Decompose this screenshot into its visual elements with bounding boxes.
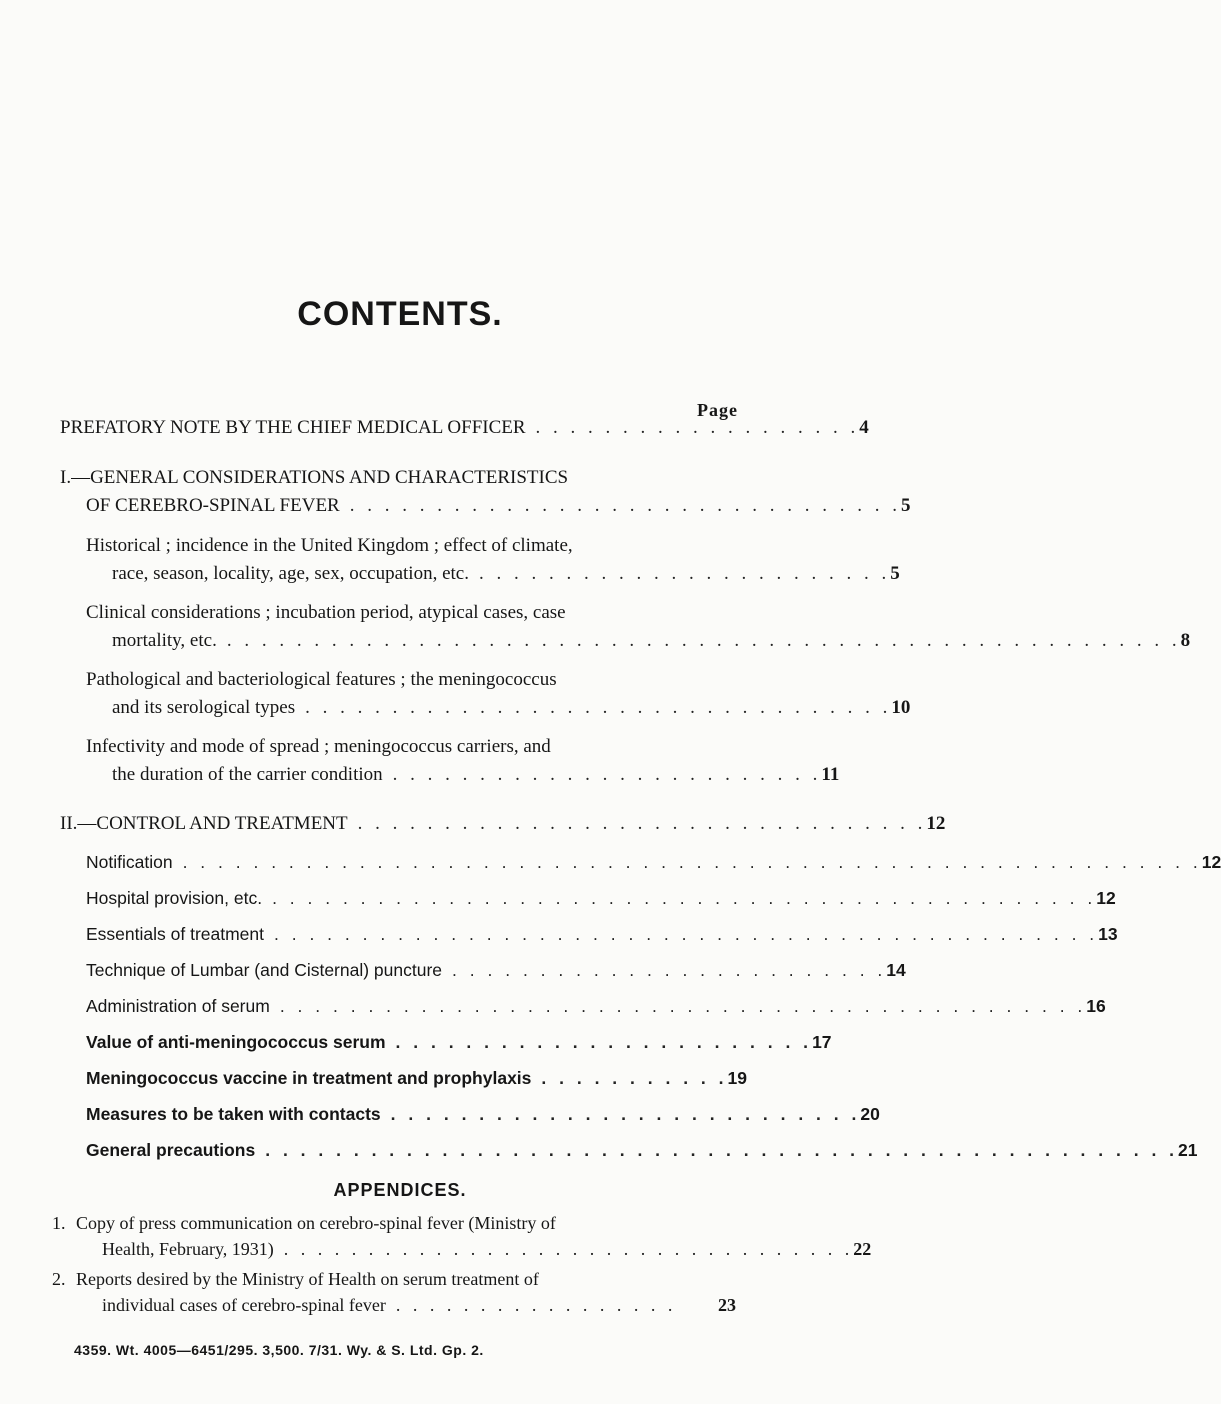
entry-text-cont: Health, February, 1931) [102,1239,274,1259]
dot-leader: . . . . . . . . . . . . . . . . . . . . . . . . . . . [390,1104,861,1124]
page-number: 5 [900,495,911,516]
dot-leader: . . . . . . . . . . . . . . . . . . . . . . . . . . . . . . . . . . . . . . . . . . . . . . . . . . . . . . . [226,630,1181,651]
entry-text: Historical ; incidence in the United Kingdom ; effect of climate, [86,535,573,556]
page-number: 12 [1201,852,1221,872]
page-number: 12 [926,813,946,834]
toc-entry[interactable] [86,992,1106,1020]
entry-text: Meningococcus vaccine in treatment and prophylaxis [86,1068,532,1088]
dot-leader: . . . . . . . . . . . . . . . . . . . . . . . . . . . . . . . . . . . . . . . . . . . . . . . . . . . . [265,1140,1179,1160]
page-number: 17 [812,1032,832,1052]
page-number: 23 [718,1295,736,1315]
page-number: 14 [886,960,906,980]
dot-leader: . . . . . . . . . . . . . . . . . . . . . . . . . [392,764,822,785]
dot-leader: . . . . . . . . . . . [541,1068,728,1088]
page-title: CONTENTS. [297,295,503,333]
entry-text: Essentials of treatment [86,924,264,944]
entry-text: Measures to be taken with contacts [86,1104,381,1124]
page-number: 5 [890,563,900,584]
section-heading: II.—CONTROL AND TREATMENT [60,813,348,834]
toc-entry[interactable] [86,532,900,588]
entry-text: General precautions [86,1140,256,1160]
printer-imprint: 4359. Wt. 4005—6451/295. 3,500. 7/31. Wy. & S. Ltd. Gp. 2. [74,1342,484,1358]
dot-leader: . . . . . . . . . . . . . . . . . . . . . . . . . [452,960,887,980]
page-number: 13 [1098,924,1118,944]
section-heading-cont: OF CEREBRO-SPINAL FEVER [86,495,340,516]
dot-leader: . . . . . . . . . . . . . . . . . . . . . . . . . . . . . . . . . . . . . . . . . . . . . . . [274,924,1099,944]
dot-leader: . . . . . . . . . . . . . . . . . . . . . . . . . . . . . . . . . . [283,1239,854,1259]
toc-section-2[interactable] [60,810,946,838]
section-heading: I.—GENERAL CONSIDERATIONS AND CHARACTERISTICS [60,467,569,488]
dot-leader: . . . . . . . . . . . . . . . . . . . . . . . . [395,1032,813,1052]
toc-entry[interactable] [86,956,906,984]
dot-leader: . . . . . . . . . . . . . . . . . . . . . . . . . . . . . . . . . . . . . . . . . . . . . . . [272,888,1097,908]
dot-leader: . . . . . . . . . . . . . . . . . . . . . . . . . . . . . . . . . . [305,697,892,718]
appendix-number: 1. [52,1213,66,1233]
toc-entry[interactable] [86,884,1116,912]
toc-entry[interactable] [86,599,1191,655]
toc-entry[interactable] [86,666,911,722]
entry-text-cont: the duration of the carrier condition [112,764,383,785]
entry-text: Administration of serum [86,996,270,1016]
page-number: 11 [821,764,840,785]
dot-leader: . . . . . . . . . . . . . . . . . . . . . . . . . . . . . . . . . . . . . . . . . . . . . . . . . . . . . . . . . . [182,852,1202,872]
dot-leader: . . . . . . . . . . . . . . . . . [395,1295,677,1315]
entry-text: Clinical considerations ; incubation period, atypical cases, case [86,602,566,623]
entry-text: Pathological and bacteriological features ; the meningococcus [86,669,557,690]
page-number: 19 [727,1068,747,1088]
toc-entry[interactable] [86,920,1118,948]
page-number: 16 [1086,996,1106,1016]
appendix-number: 2. [52,1269,66,1289]
page-number: 10 [891,697,911,718]
toc-entry-prefatory[interactable] [60,414,869,442]
entry-text: Copy of press communication on cerebro-spinal fever (Ministry of [76,1213,556,1233]
entry-text-cont: mortality, etc. [112,630,217,651]
dot-leader: . . . . . . . . . . . . . . . . . . . . . . . . . . . . . . . . [349,495,901,516]
page-number: 22 [853,1239,872,1259]
dot-leader: . . . . . . . . . . . . . . . . . . . . . . . . . . . . . . . . . [357,813,927,834]
entry-text: Value of anti-meningococcus serum [86,1032,386,1052]
entry-text-cont: race, season, locality, age, sex, occupation, etc. [112,563,469,584]
toc-entry[interactable] [86,848,1221,876]
page-number: 4 [859,417,869,438]
entry-text: Notification [86,852,173,872]
dot-leader: . . . . . . . . . . . . . . . . . . . [535,417,860,438]
appendices-title: APPENDICES. [333,1180,467,1200]
entry-text-cont: and its serological types [112,697,296,718]
page-number: 8 [1180,630,1191,651]
toc-entry[interactable] [86,1028,832,1056]
entry-text: Technique of Lumbar (and Cisternal) puncture [86,960,443,980]
entry-text-cont: individual cases of cerebro-spinal fever [102,1295,386,1315]
entry-text: Infectivity and mode of spread ; meningococcus carriers, and [86,736,551,757]
entry-text: Hospital provision, etc. [86,888,263,908]
page-number: 20 [860,1104,880,1124]
toc-section-1[interactable] [60,464,911,520]
page-column-header: Page [697,400,738,420]
toc-entry[interactable] [86,733,840,789]
entry-text: Reports desired by the Ministry of Health on serum treatment of [76,1269,539,1289]
entry-text: PREFATORY NOTE BY THE CHIEF MEDICAL OFFICER [60,417,526,438]
dot-leader: . . . . . . . . . . . . . . . . . . . . . . . . [478,563,891,584]
dot-leader: . . . . . . . . . . . . . . . . . . . . . . . . . . . . . . . . . . . . . . . . . . . . . . [279,996,1087,1016]
page-number: 12 [1096,888,1116,908]
page-number: 21 [1178,1140,1198,1160]
